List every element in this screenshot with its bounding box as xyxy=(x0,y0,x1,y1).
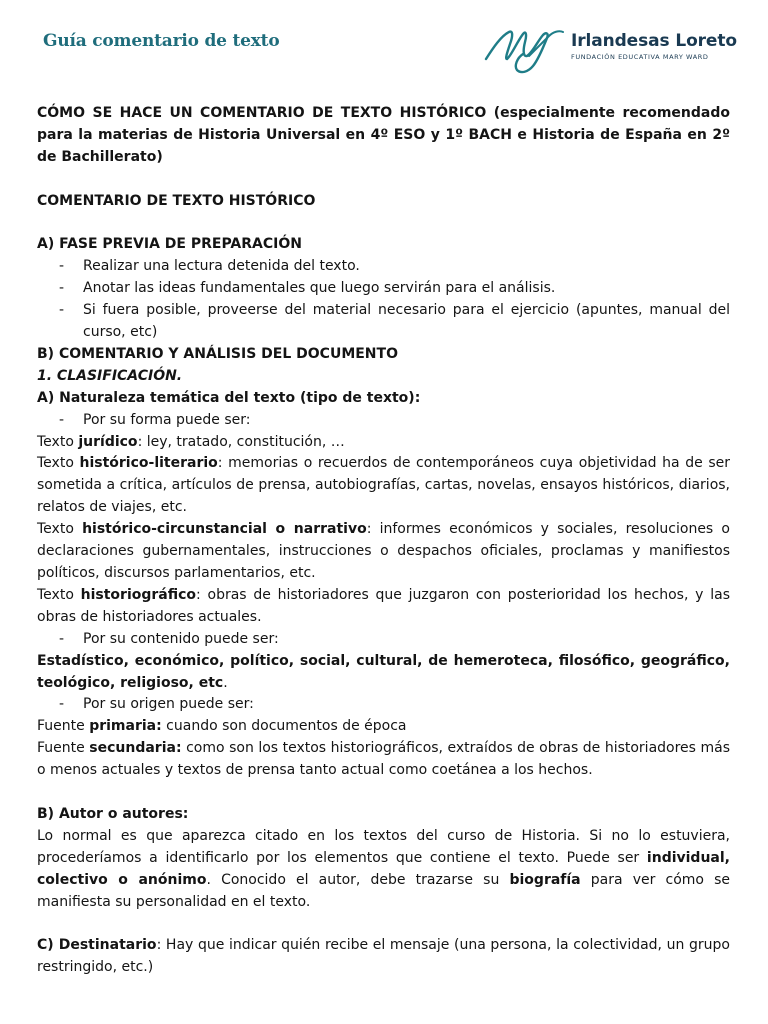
logo-name: Irlandesas Loreto xyxy=(571,31,737,51)
paragraph-contenido: Estadístico, económico, político, social, cultural, de hemeroteca, filosófico, geográfico, teológico, religioso, etc. xyxy=(37,652,730,691)
main-heading: CÓMO SE HACE UN COMENTARIO DE TEXTO HISTÓRICO (especialmente recomendado para la materias de Historia Universal en 4º ESO y 1º BACH e Historia de España en 2º de Bachillerato) xyxy=(37,105,730,165)
autor-heading: B) Autor o autores: xyxy=(37,805,189,822)
paragraph-destinatario: C) Destinatario: Hay que indicar quién recibe el mensaje (una persona, la colectividad, un grupo restringido, etc.) xyxy=(37,937,730,976)
section-heading: COMENTARIO DE TEXTO HISTÓRICO xyxy=(37,192,316,209)
paragraph-literario: Texto histórico-literario: memorias o recuerdos de contemporáneos cuya objetividad ha de ser sometida a crítica, artículos de prensa, autobiografías, cartas, novelas, ensayos históricos, diarios, relatos de viajes, etc. xyxy=(37,455,730,516)
page-title: Guía comentario de texto xyxy=(43,31,280,51)
paragraph-narrativo: Texto histórico-circunstancial o narrativo: informes económicos y sociales, resoluciones o declaraciones gubernamentales, instrucciones o despachos oficiales, proclamas y manifiestos políticos, discursos parlamentarios, etc. xyxy=(37,521,730,581)
logo-subtitle: FUNDACIÓN EDUCATIVA MARY WARD xyxy=(571,53,709,61)
institution-logo xyxy=(483,26,737,78)
paragraph-autor: Lo normal es que aparezca citado en los textos del curso de Historia. Si no lo estuviera, procederíamos a identificarlo por los elementos que contiene el texto. Puede ser individual, colectivo o anónimo. Conocido el autor, debe trazarse su biografía para ver cómo se manifiesta su personalidad en el texto. xyxy=(37,827,730,910)
paragraph-primaria: Fuente primaria: cuando son documentos de época xyxy=(37,718,407,735)
section-a-title: A) FASE PREVIA DE PREPARACIÓN xyxy=(37,236,302,253)
paragraph-historiografico: Texto historiográfico: obras de historiadores que juzgaron con posterioridad los hechos, y las obras de historiadores actuales. xyxy=(37,586,730,625)
document-body xyxy=(37,103,730,979)
paragraph-juridico: Texto jurídico: ley, tratado, constitución, … xyxy=(37,433,345,450)
list-item: - Por su contenido puede ser: xyxy=(59,630,279,647)
clasificacion-heading: 1. CLASIFICACIÓN. xyxy=(37,367,183,384)
list-item: - Por su origen puede ser: xyxy=(59,696,254,713)
list-item: - Por su forma puede ser: xyxy=(59,411,251,428)
paragraph-secundaria: Fuente secundaria: como son los textos historiográficos, extraídos de obras de historiadores más o menos actuales y textos de prensa tanto actual como coetánea a los hechos. xyxy=(37,740,730,779)
list-item: - Si fuera posible, proveerse del material necesario para el ejercicio (apuntes, manual del curso, etc) xyxy=(59,302,730,341)
section-b-title: B) COMENTARIO Y ANÁLISIS DEL DOCUMENTO xyxy=(37,345,398,362)
naturaleza-heading: A) Naturaleza temática del texto (tipo de texto): xyxy=(37,389,421,406)
list-item: - Anotar las ideas fundamentales que luego servirán para el análisis. xyxy=(59,280,556,297)
mary-ward-logo-icon xyxy=(483,26,569,78)
list-item: - Realizar una lectura detenida del texto. xyxy=(59,258,360,275)
